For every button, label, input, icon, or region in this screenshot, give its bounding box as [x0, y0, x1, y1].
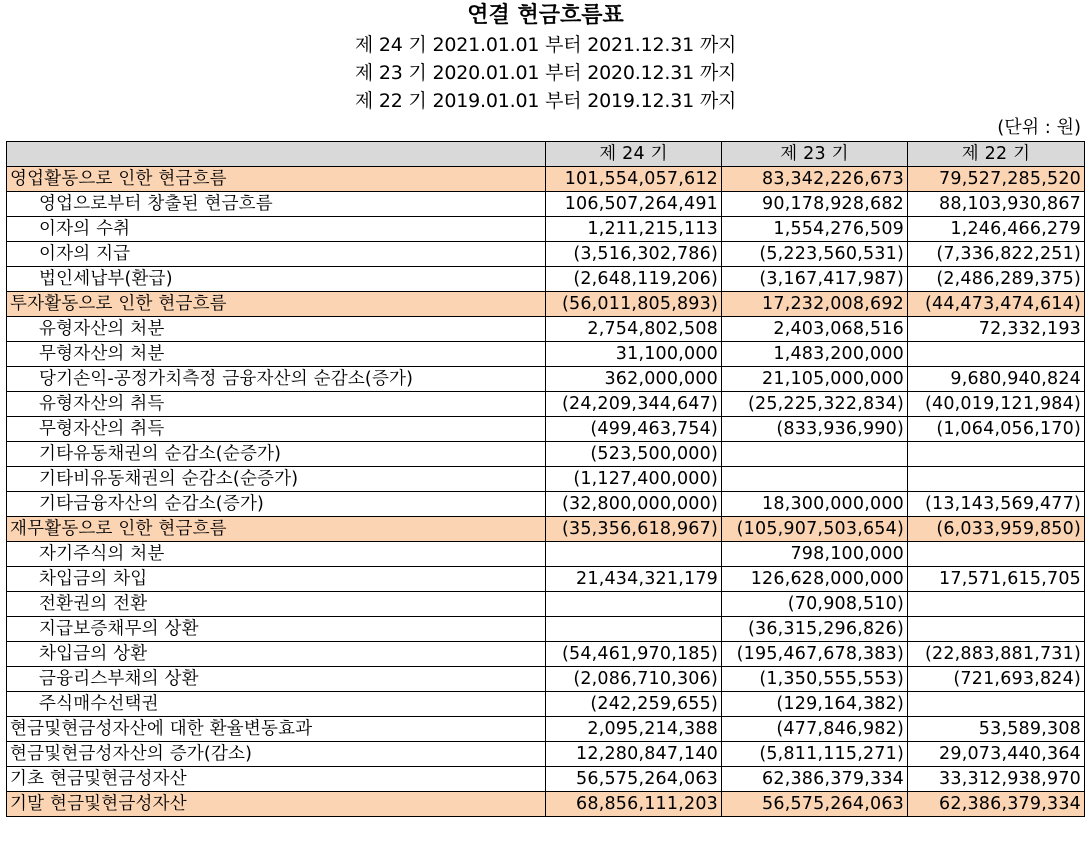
value-22 [908, 467, 1085, 492]
table-row [7, 292, 1085, 317]
value-22: 33,312,938,970 [908, 767, 1085, 792]
value-22: (1,064,056,170) [908, 417, 1085, 442]
table-row [7, 517, 1085, 542]
value-24: (2,648,119,206) [546, 267, 722, 292]
value-23: 1,554,276,509 [722, 217, 908, 242]
table-row [7, 467, 1085, 492]
value-24: 2,095,214,388 [546, 717, 722, 742]
value-23: 1,483,200,000 [722, 342, 908, 367]
row-label: 자기주식의 처분 [7, 542, 546, 567]
row-label: 금융리스부채의 상환 [7, 667, 546, 692]
report-title: 연결 현금흐름표 [467, 3, 624, 28]
table-row [7, 717, 1085, 742]
row-label: 영업활동으로 인한 현금흐름 [7, 167, 546, 192]
unit-label: (단위 : 원) [997, 117, 1081, 138]
row-label: 재무활동으로 인한 현금흐름 [7, 517, 546, 542]
row-label: 기초 현금및현금성자산 [7, 767, 546, 792]
table-row [7, 592, 1085, 617]
value-23: (70,908,510) [722, 592, 908, 617]
value-24: (54,461,970,185) [546, 642, 722, 667]
column-header-item [7, 142, 546, 167]
period-line: 제 24 기 2021.01.01 부터 2021.12.31 까지 [354, 34, 737, 56]
value-24: 2,754,802,508 [546, 317, 722, 342]
table-row [7, 167, 1085, 192]
value-24: (3,516,302,786) [546, 242, 722, 267]
value-23: 56,575,264,063 [722, 792, 908, 817]
value-22 [908, 342, 1085, 367]
row-label: 주식매수선택권 [7, 692, 546, 717]
value-23: 21,105,000,000 [722, 367, 908, 392]
value-23: (477,846,982) [722, 717, 908, 742]
table-row [7, 692, 1085, 717]
value-24: (242,259,655) [546, 692, 722, 717]
row-label: 현금및현금성자산에 대한 환율변동효과 [7, 717, 546, 742]
value-24: 12,280,847,140 [546, 742, 722, 767]
table-row [7, 667, 1085, 692]
value-23: (105,907,503,654) [722, 517, 908, 542]
row-label: 차입금의 상환 [7, 642, 546, 667]
value-24: 68,856,111,203 [546, 792, 722, 817]
value-23: 126,628,000,000 [722, 567, 908, 592]
value-24: (35,356,618,967) [546, 517, 722, 542]
table-header-row [7, 142, 1085, 167]
value-22: 9,680,940,824 [908, 367, 1085, 392]
table-row [7, 542, 1085, 567]
row-label: 전환권의 전환 [7, 592, 546, 617]
row-label: 현금및현금성자산의 증가(감소) [7, 742, 546, 767]
table-row [7, 192, 1085, 217]
value-22: (13,143,569,477) [908, 492, 1085, 517]
table-row [7, 442, 1085, 467]
row-label: 무형자산의 처분 [7, 342, 546, 367]
value-22: 88,103,930,867 [908, 192, 1085, 217]
value-24: (499,463,754) [546, 417, 722, 442]
table-row [7, 342, 1085, 367]
value-22: (44,473,474,614) [908, 292, 1085, 317]
value-22: 17,571,615,705 [908, 567, 1085, 592]
column-header-22: 제 22 기 [908, 142, 1085, 167]
value-24: (2,086,710,306) [546, 667, 722, 692]
table-row [7, 317, 1085, 342]
value-23: 798,100,000 [722, 542, 908, 567]
value-24: (1,127,400,000) [546, 467, 722, 492]
value-23 [722, 442, 908, 467]
table-row [7, 392, 1085, 417]
value-23: (833,936,990) [722, 417, 908, 442]
row-label: 영업으로부터 창출된 현금흐름 [7, 192, 546, 217]
row-label: 당기손익-공정가치측정 금융자산의 순감소(증가) [7, 367, 546, 392]
table-row [7, 217, 1085, 242]
value-22: 29,073,440,364 [908, 742, 1085, 767]
value-23: (36,315,296,826) [722, 617, 908, 642]
value-22 [908, 592, 1085, 617]
value-22: (40,019,121,984) [908, 392, 1085, 417]
row-label: 법인세납부(환급) [7, 267, 546, 292]
table-row [7, 267, 1085, 292]
value-24: (24,209,344,647) [546, 392, 722, 417]
value-22: (2,486,289,375) [908, 267, 1085, 292]
value-23: (3,167,417,987) [722, 267, 908, 292]
value-24 [546, 542, 722, 567]
row-label: 유형자산의 취득 [7, 392, 546, 417]
value-22 [908, 692, 1085, 717]
value-23: (195,467,678,383) [722, 642, 908, 667]
row-label: 차입금의 차입 [7, 567, 546, 592]
value-24 [546, 592, 722, 617]
value-23: (1,350,555,553) [722, 667, 908, 692]
value-23: 18,300,000,000 [722, 492, 908, 517]
value-23: 83,342,226,673 [722, 167, 908, 192]
value-22: 1,246,466,279 [908, 217, 1085, 242]
value-23 [722, 467, 908, 492]
value-22: (721,693,824) [908, 667, 1085, 692]
value-23: (129,164,382) [722, 692, 908, 717]
column-header-23: 제 23 기 [722, 142, 908, 167]
value-24: 101,554,057,612 [546, 167, 722, 192]
row-label: 유형자산의 처분 [7, 317, 546, 342]
row-label: 무형자산의 취득 [7, 417, 546, 442]
period-line: 제 22 기 2019.01.01 부터 2019.12.31 까지 [354, 90, 737, 112]
row-label: 이자의 지급 [7, 242, 546, 267]
value-24: (32,800,000,000) [546, 492, 722, 517]
table-row [7, 492, 1085, 517]
value-23: 2,403,068,516 [722, 317, 908, 342]
table-row [7, 792, 1085, 817]
row-label: 이자의 수취 [7, 217, 546, 242]
value-23: (25,225,322,834) [722, 392, 908, 417]
cash-flow-table [6, 141, 1085, 817]
row-label: 기타유동채권의 순감소(순증가) [7, 442, 546, 467]
value-22 [908, 617, 1085, 642]
value-24: 1,211,215,113 [546, 217, 722, 242]
value-23: (5,811,115,271) [722, 742, 908, 767]
value-22: 79,527,285,520 [908, 167, 1085, 192]
value-22: (7,336,822,251) [908, 242, 1085, 267]
column-header-24: 제 24 기 [546, 142, 722, 167]
value-23: 17,232,008,692 [722, 292, 908, 317]
table-row [7, 767, 1085, 792]
table-row [7, 367, 1085, 392]
value-23: (5,223,560,531) [722, 242, 908, 267]
row-label: 기타금융자산의 순감소(증가) [7, 492, 546, 517]
value-24 [546, 617, 722, 642]
value-22: (22,883,881,731) [908, 642, 1085, 667]
value-24: 362,000,000 [546, 367, 722, 392]
row-label: 투자활동으로 인한 현금흐름 [7, 292, 546, 317]
value-24: (523,500,000) [546, 442, 722, 467]
value-23: 62,386,379,334 [722, 767, 908, 792]
value-22 [908, 442, 1085, 467]
period-line: 제 23 기 2020.01.01 부터 2020.12.31 까지 [354, 62, 737, 84]
value-22: 53,589,308 [908, 717, 1085, 742]
table-row [7, 642, 1085, 667]
table-row [7, 417, 1085, 442]
value-24: 21,434,321,179 [546, 567, 722, 592]
table-row [7, 567, 1085, 592]
table-row [7, 617, 1085, 642]
table-row [7, 742, 1085, 767]
value-24: 56,575,264,063 [546, 767, 722, 792]
value-22: (6,033,959,850) [908, 517, 1085, 542]
table-row [7, 242, 1085, 267]
value-24: 106,507,264,491 [546, 192, 722, 217]
row-label: 지급보증채무의 상환 [7, 617, 546, 642]
row-label: 기말 현금및현금성자산 [7, 792, 546, 817]
table-body [7, 167, 1085, 817]
value-22: 62,386,379,334 [908, 792, 1085, 817]
value-22 [908, 542, 1085, 567]
value-23: 90,178,928,682 [722, 192, 908, 217]
value-24: 31,100,000 [546, 342, 722, 367]
value-22: 72,332,193 [908, 317, 1085, 342]
value-24: (56,011,805,893) [546, 292, 722, 317]
row-label: 기타비유동채권의 순감소(순증가) [7, 467, 546, 492]
